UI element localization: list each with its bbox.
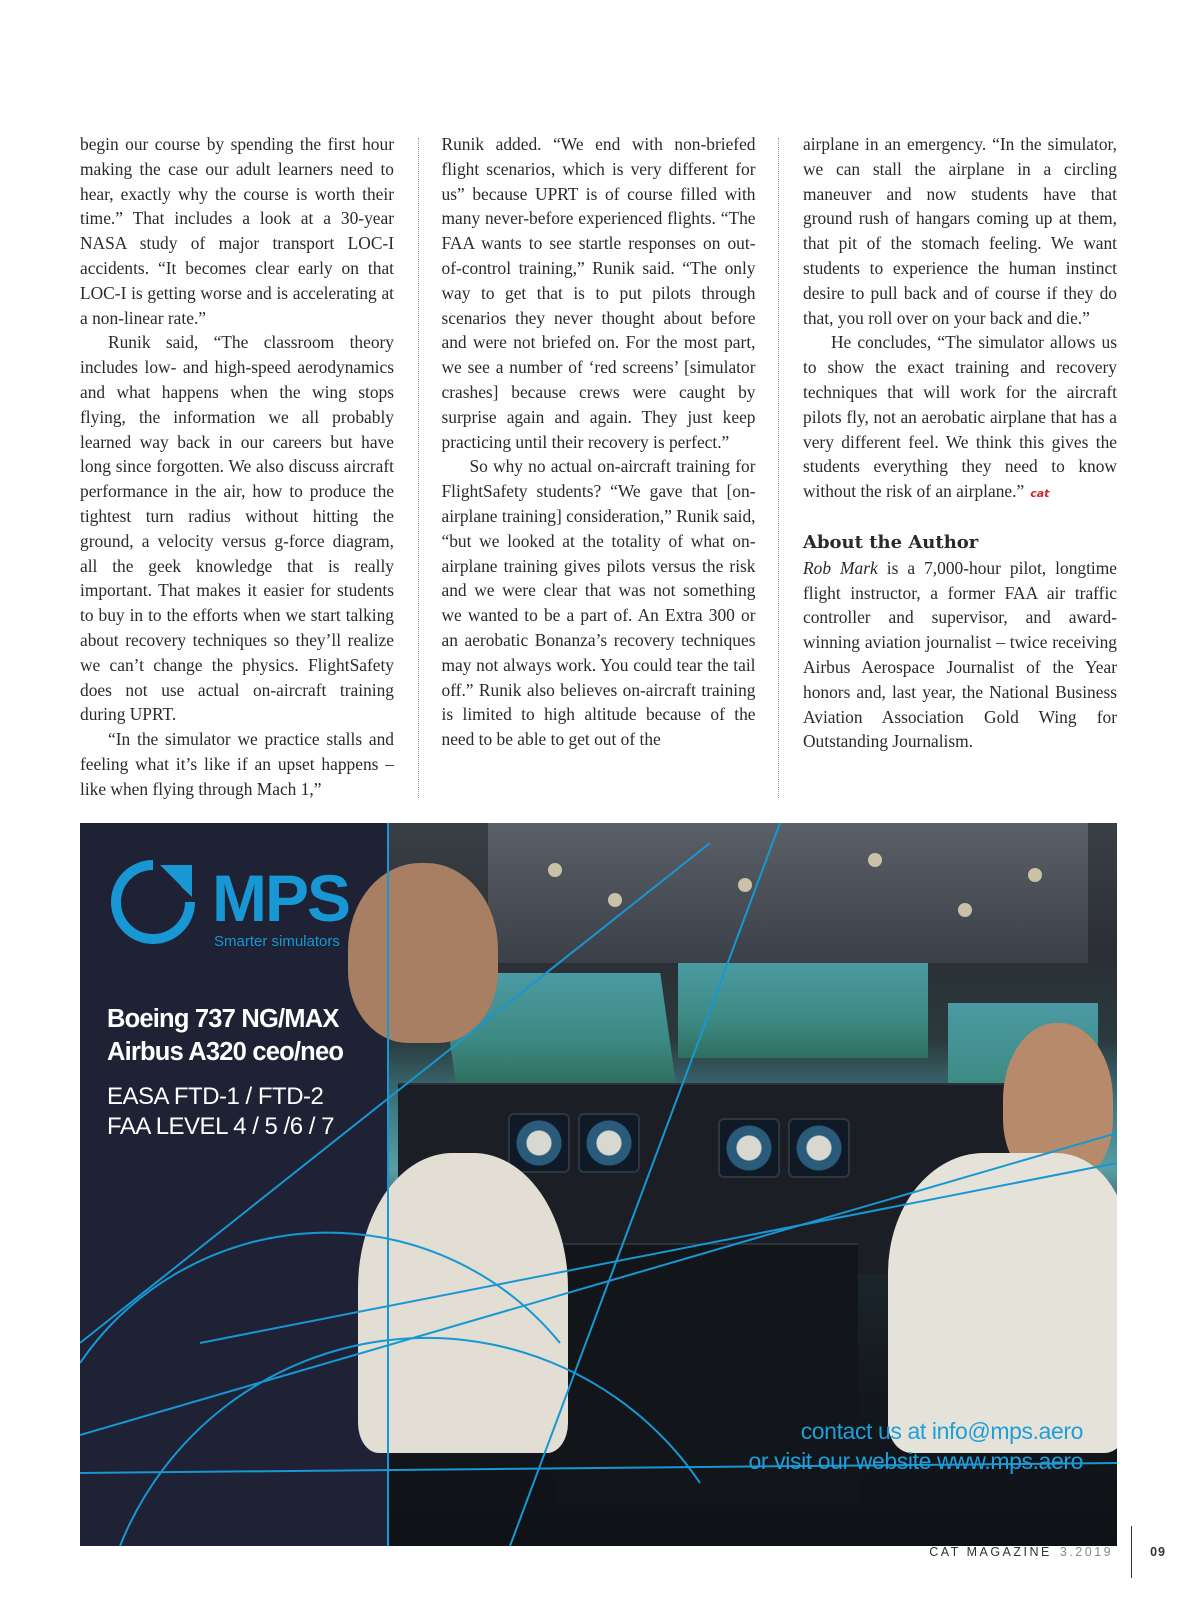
paragraph: So why no actual on-aircraft training for FlightSafety students? “We gave that [on-airplane training] consideration,” Runik said, “but we looked at the totality of what on-airplane training gives pilots versus the risk and we were clear that was not something we wanted to be a part of. An Extra 300 or an aerobatic Bonanza’s recovery techniques may not always work. You could tear the tail off.” Runik also believes on-aircraft training is limited to high altitude because of the need to be able to get out of the bbox=[441, 456, 756, 750]
issue-number: 3.2019 bbox=[1059, 1545, 1114, 1559]
author-bio-text: is a 7,000-hour pilot, longtime flight instructor, a former FAA air traffic controller and supervisor, and award-winning aviation journalist – twice receiving Airbus Aerospace Journalist of the Year honors and, last year, the National Business Aviation Association Gold Wing for Outstanding Journalism. bbox=[803, 557, 1118, 752]
article-column-3 bbox=[803, 132, 1117, 802]
advertisement[interactable] bbox=[80, 823, 1117, 1546]
magazine-name: CAT MAGAZINE bbox=[929, 1545, 1052, 1559]
footer-divider bbox=[1131, 1526, 1132, 1578]
author-bio bbox=[803, 556, 1117, 754]
about-author bbox=[803, 531, 1117, 754]
paragraph: Runik said, “The classroom theory includes low- and high-speed aerodynamics and what happens when the wing stops flying, the information we all probably learned way back in our careers but have long since forgotten. We also discuss aircraft performance in the air, how to produce the tightest turn radius without hitting the ground, a velocity versus g-force diagram, all the geek knowledge that is really important. That makes it easier for students to buy in to the efforts when we start talking about recovery techniques so they’ll realize we can’t change the physics. FlightSafety does not use actual on-aircraft training during UPRT. bbox=[80, 332, 394, 725]
end-mark: cat bbox=[1030, 487, 1050, 501]
aircraft-models bbox=[107, 1003, 343, 1069]
mps-logo-icon bbox=[108, 857, 198, 947]
cert-line: EASA FTD-1 / FTD-2 bbox=[107, 1083, 324, 1110]
brand-tagline: Smarter simulators bbox=[214, 933, 340, 950]
model-line: Airbus A320 ceo/neo bbox=[107, 1038, 344, 1066]
column-divider bbox=[418, 138, 419, 798]
model-line: Boeing 737 NG/MAX bbox=[107, 1005, 339, 1033]
article-body bbox=[80, 132, 1117, 802]
brand-name: MPS bbox=[212, 861, 350, 935]
paragraph-text: He concludes, “The simulator allows us to show the exact training and recovery techniques that will work for the aircraft pilots fly, not an aerobatic airplane that has a very different feel. We think this gives the students everything they need to know without the risk of an airplane.” bbox=[803, 332, 1117, 502]
contact-website-link[interactable]: or visit our website www.mps.aero bbox=[748, 1448, 1083, 1474]
page-footer bbox=[929, 1526, 1166, 1578]
author-heading: About the Author bbox=[803, 531, 979, 553]
article-column-2 bbox=[442, 132, 756, 802]
certifications bbox=[107, 1082, 334, 1142]
paragraph: Runik added. “We end with non-briefed flight scenarios, which is very different for us” because UPRT is of course filled with many never-before experienced flights. “The FAA wants to see startle responses on out-of-control training,” Runik said. “The only way to get that is to put pilots through scenarios they never thought about before and were not briefed on. For the most part, we see a number of ‘red screens’ [simulator crashes] because crews were caught by surprise again and again. They just keep practicing until their recovery is perfect.” bbox=[441, 134, 756, 452]
paragraph: begin our course by spending the first hour making the case our adult learners need to hear, exactly why the course is worth their time.” That includes a look at a 30-year NASA study of major transport LOC-I accidents. “It becomes clear early on that LOC-I is getting worse and is accelerating at a non-linear rate.” bbox=[80, 134, 394, 328]
page-number: 09 bbox=[1150, 1545, 1166, 1559]
article-column-1 bbox=[80, 132, 394, 802]
paragraph: “In the simulator we practice stalls and feeling what it’s like if an upset happens – like when flying through Mach 1,” bbox=[80, 729, 394, 799]
paragraph: airplane in an emergency. “In the simulator, we can stall the airplane in a circling maneuver and now students have that ground rush of hangars coming up at them, that pit of the stomach feeling. We want students to experience the human instinct desire to pull back and of course if they do that, you roll over on your back and die.” bbox=[803, 134, 1117, 328]
paragraph bbox=[803, 330, 1117, 507]
author-name: Rob Mark bbox=[803, 557, 878, 578]
cert-line: FAA LEVEL 4 / 5 /6 / 7 bbox=[107, 1113, 334, 1140]
column-divider bbox=[778, 138, 779, 798]
contact-email-link[interactable]: contact us at info@mps.aero bbox=[800, 1418, 1083, 1444]
contact-info bbox=[749, 1416, 1083, 1476]
